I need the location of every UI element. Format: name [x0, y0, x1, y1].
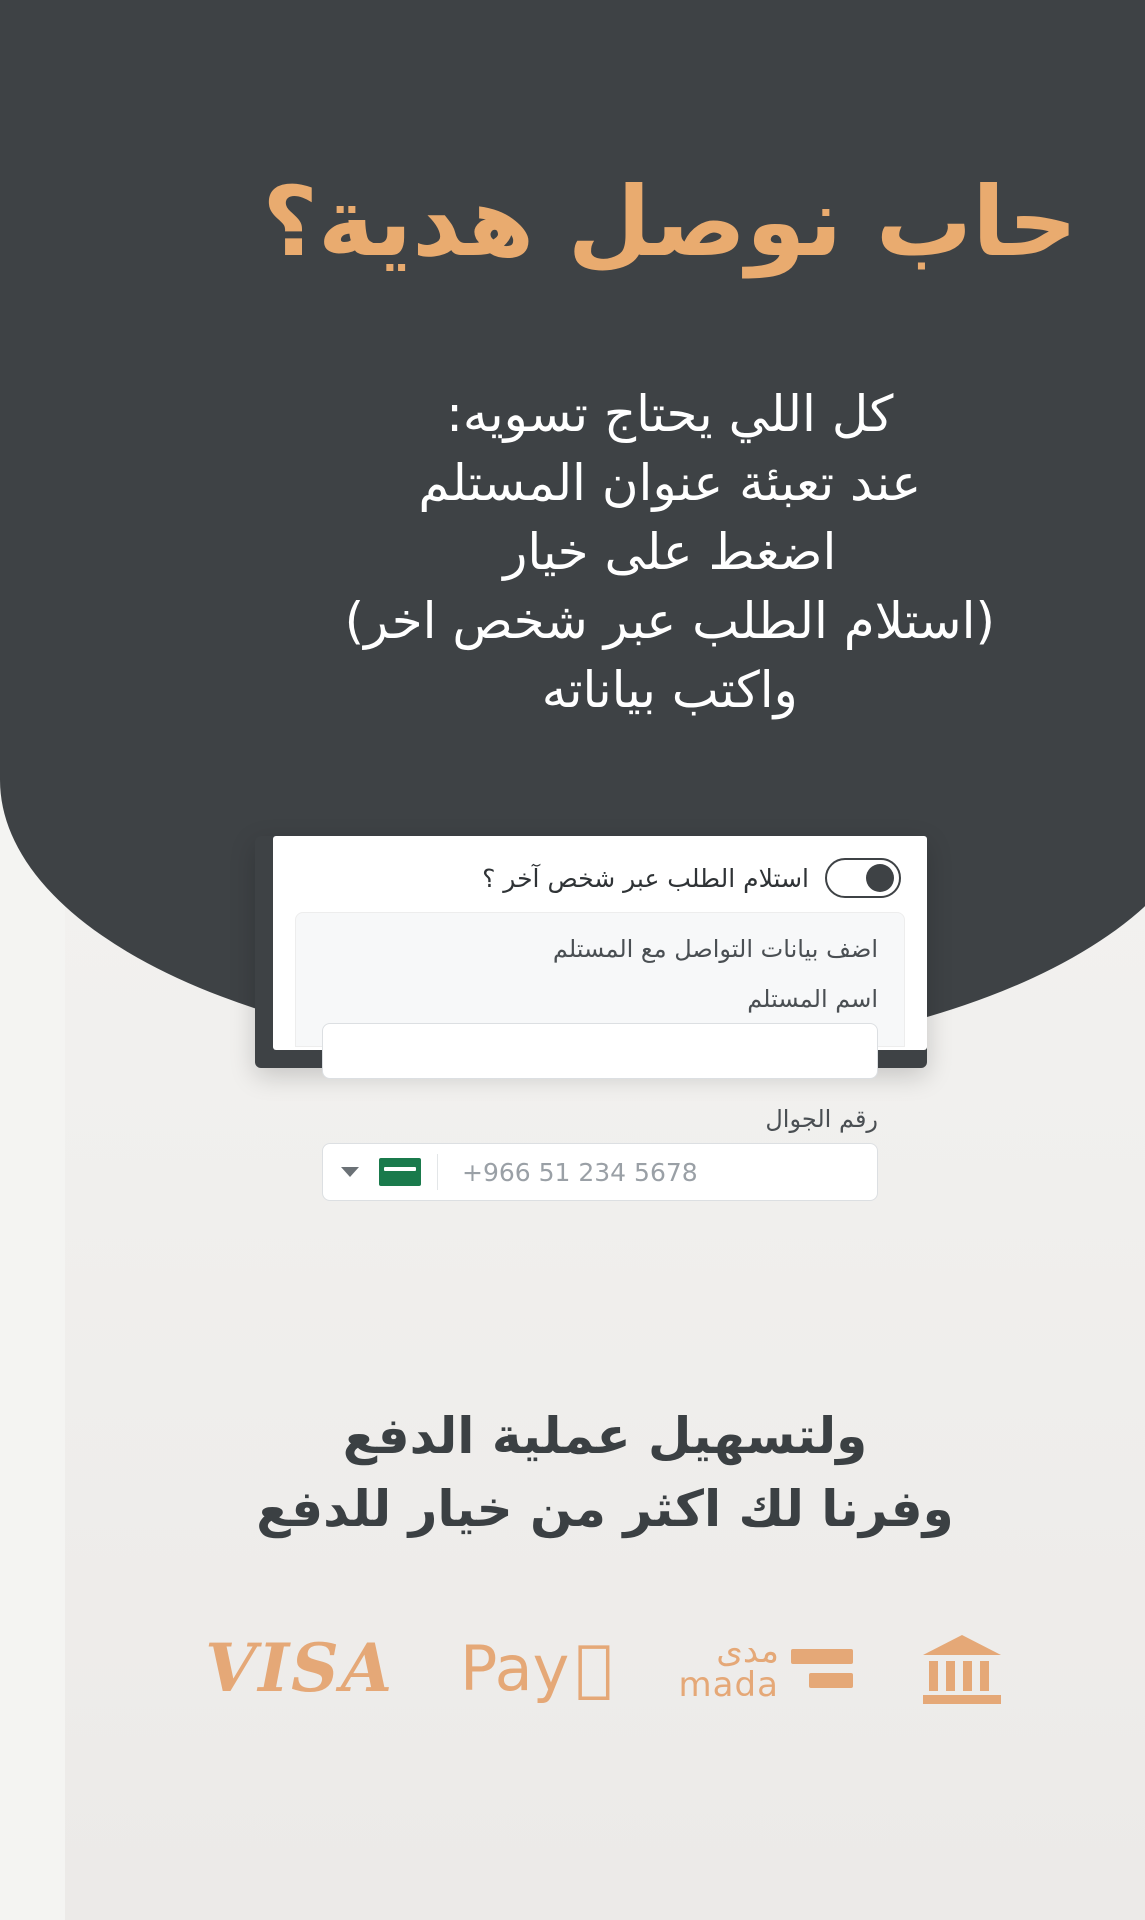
app-screenshot: [273, 836, 927, 1187]
saudi-arabia-flag-icon: [379, 1158, 421, 1186]
panel-title: اضف بيانات التواصل مع المستلم: [552, 935, 878, 963]
hero-subtitle-line-1: كل اللي يحتاج تسويه:: [446, 385, 894, 443]
bank-icon: [919, 1629, 1005, 1707]
page-title: حاب نوصل هدية؟: [262, 166, 1078, 278]
apple-icon: [575, 1637, 612, 1699]
hero-subtitle-line-3: اضغط على خيار: [503, 523, 837, 581]
payment-methods-row: [65, 1625, 1145, 1711]
mada-label-en: mada: [659, 1665, 761, 1705]
payment-copy-line-1: ولتسهيل عملية الدفع: [342, 1407, 868, 1465]
payment-copy-line-2: وفرنا لك اكثر من خيار للدفع: [256, 1479, 954, 1538]
mada-bars-icon: [791, 1649, 853, 1688]
mada-logo: [659, 1625, 853, 1711]
toggle-knob: [866, 864, 894, 892]
recipient-toggle-label: استلام الطلب عبر شخص آخر ؟: [482, 863, 809, 893]
poster-page: [65, 0, 1145, 1920]
phone-divider: [437, 1154, 438, 1190]
hero-subtitle: [130, 380, 1145, 725]
visa-label: VISA: [205, 1629, 395, 1707]
apple-pay-label: Pay: [478, 1631, 588, 1705]
phone-number-input[interactable]: +966 51 234 5678: [462, 1157, 698, 1187]
recipient-name-label: اسم المستلم: [747, 985, 878, 1013]
bank-transfer-logo: [919, 1625, 1005, 1711]
hero-subtitle-line-2: عند تعبئة عنوان المستلم: [418, 454, 922, 512]
chevron-down-icon[interactable]: [341, 1167, 359, 1177]
recipient-name-input[interactable]: [322, 1023, 878, 1079]
mada-label-ar: مدى: [697, 1631, 761, 1671]
recipient-contact-panel: [295, 912, 905, 1187]
recipient-toggle-row[interactable]: [273, 836, 927, 912]
phone-number-input-row[interactable]: [322, 1143, 878, 1201]
phone-number-label: رقم الجوال: [765, 1105, 878, 1133]
hero-subtitle-line-5: واكتب بياناته: [541, 661, 798, 719]
hero-subtitle-line-4: (استلام الطلب عبر شخص اخر): [344, 592, 995, 650]
payment-copy: [65, 1400, 1145, 1545]
visa-logo: [205, 1625, 394, 1711]
recipient-toggle-switch[interactable]: [825, 858, 901, 898]
apple-pay-logo: [460, 1625, 613, 1711]
